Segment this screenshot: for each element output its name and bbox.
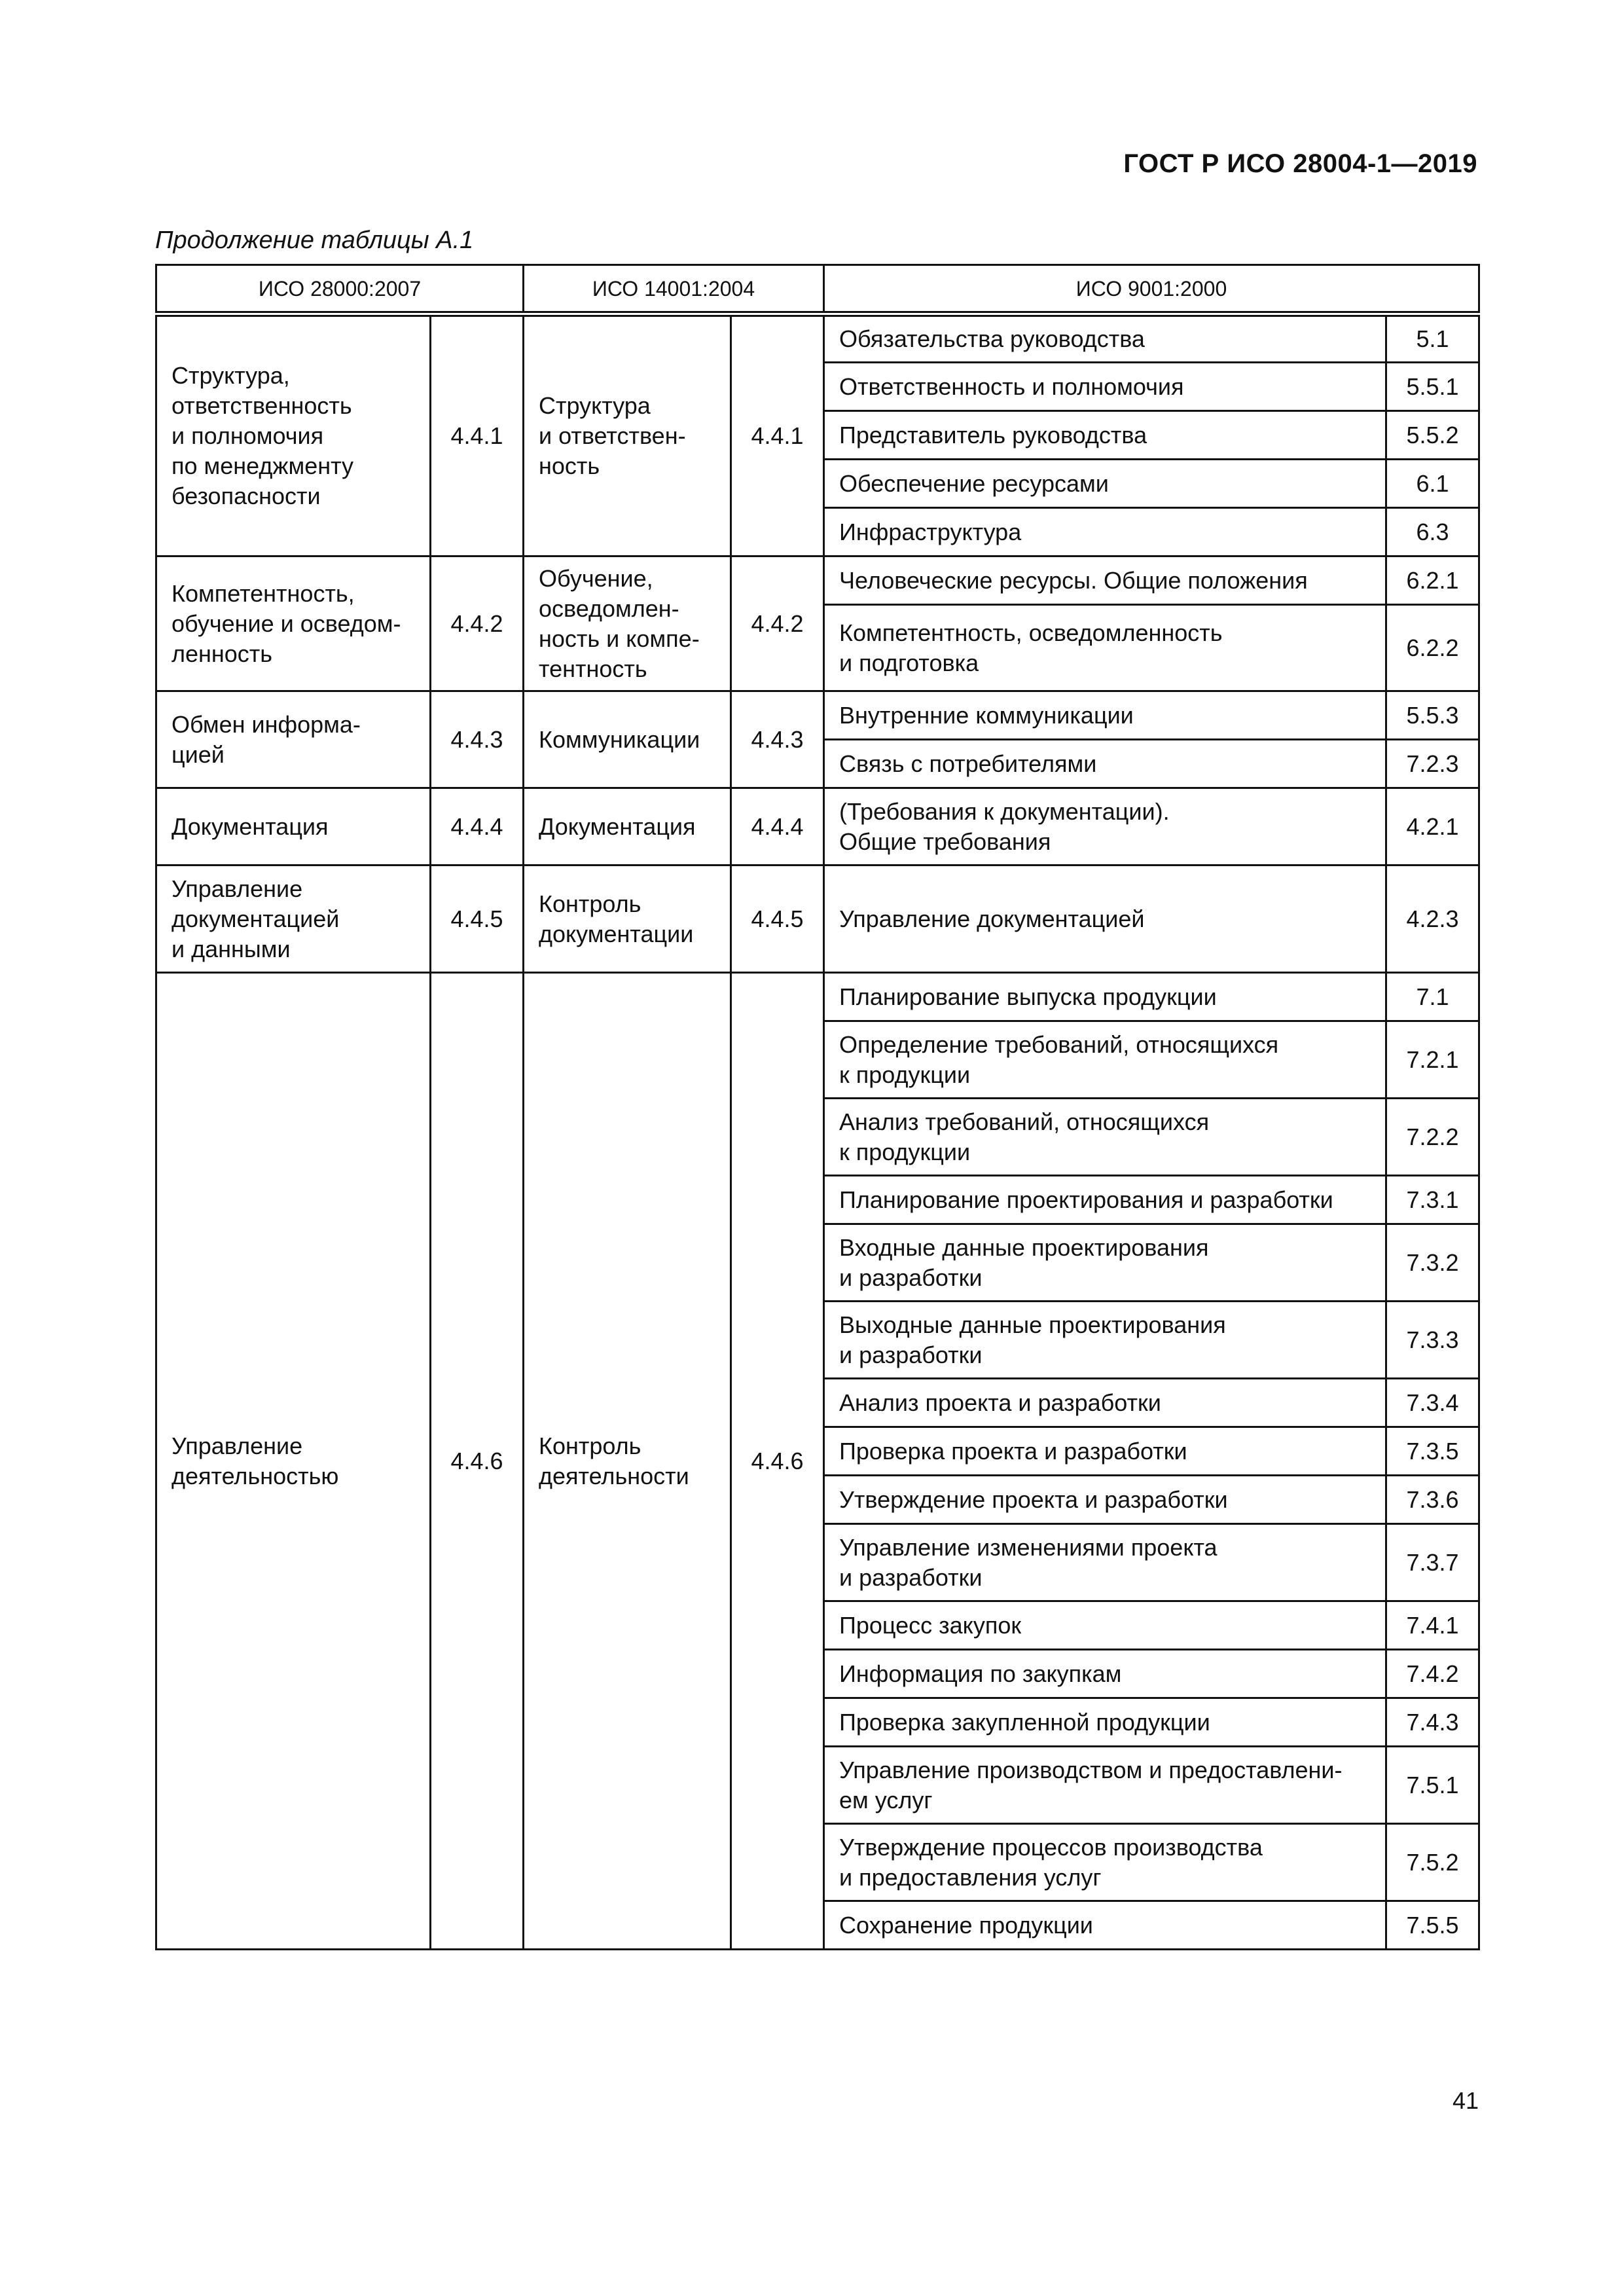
iso9001-clause-cell: 6.2.2 bbox=[1386, 605, 1479, 691]
iso28000-name-cell: Управление документацией и данными bbox=[156, 866, 431, 973]
iso14001-clause-cell: 4.4.4 bbox=[731, 788, 824, 866]
iso9001-clause-cell: 7.3.6 bbox=[1386, 1476, 1479, 1524]
iso9001-clause-cell: 7.5.2 bbox=[1386, 1824, 1479, 1901]
iso9001-clause-cell: 6.2.1 bbox=[1386, 556, 1479, 605]
iso9001-clause-cell: 7.4.3 bbox=[1386, 1698, 1479, 1747]
iso9001-requirement-cell: Ответственность и полномочия bbox=[824, 363, 1386, 411]
column-header-iso14001: ИСО 14001:2004 bbox=[524, 265, 824, 314]
table-body bbox=[156, 314, 1479, 1950]
iso14001-name-cell: Обучение, осведомлен- ность и компе- тентность bbox=[524, 556, 731, 691]
iso9001-clause-cell: 7.3.3 bbox=[1386, 1302, 1479, 1379]
iso14001-name-cell: Структура и ответствен- ность bbox=[524, 314, 731, 556]
iso14001-clause-cell: 4.4.3 bbox=[731, 691, 824, 788]
iso14001-clause-cell: 4.4.2 bbox=[731, 556, 824, 691]
iso9001-clause-cell: 7.3.2 bbox=[1386, 1224, 1479, 1302]
iso14001-name-cell: Контроль деятельности bbox=[524, 973, 731, 1950]
iso9001-requirement-cell: Инфраструктура bbox=[824, 508, 1386, 556]
iso9001-clause-cell: 5.5.3 bbox=[1386, 691, 1479, 740]
iso28000-clause-cell: 4.4.1 bbox=[431, 314, 524, 556]
iso28000-clause-cell: 4.4.3 bbox=[431, 691, 524, 788]
iso28000-clause-cell: 4.4.4 bbox=[431, 788, 524, 866]
iso9001-requirement-cell: Проверка проекта и разработки bbox=[824, 1427, 1386, 1476]
iso9001-clause-cell: 6.3 bbox=[1386, 508, 1479, 556]
iso9001-requirement-cell: Обязательства руководства bbox=[824, 314, 1386, 363]
document-code: ГОСТ Р ИСО 28004-1—2019 bbox=[1123, 149, 1477, 178]
iso9001-requirement-cell: Управление документацией bbox=[824, 866, 1386, 973]
iso9001-clause-cell: 6.1 bbox=[1386, 460, 1479, 508]
iso14001-clause-cell: 4.4.6 bbox=[731, 973, 824, 1950]
iso9001-clause-cell: 7.5.1 bbox=[1386, 1747, 1479, 1824]
iso9001-clause-cell: 7.3.4 bbox=[1386, 1379, 1479, 1427]
iso9001-clause-cell: 4.2.3 bbox=[1386, 866, 1479, 973]
iso9001-clause-cell: 7.2.3 bbox=[1386, 740, 1479, 788]
iso9001-clause-cell: 4.2.1 bbox=[1386, 788, 1479, 866]
iso9001-requirement-cell: Обеспечение ресурсами bbox=[824, 460, 1386, 508]
page-number: 41 bbox=[1452, 2087, 1479, 2114]
iso9001-clause-cell: 5.5.2 bbox=[1386, 411, 1479, 460]
table-header-row bbox=[156, 265, 1479, 314]
iso9001-clause-cell: 5.1 bbox=[1386, 314, 1479, 363]
iso9001-requirement-cell: Утверждение процессов производства и предоставления услуг bbox=[824, 1824, 1386, 1901]
iso9001-requirement-cell: Определение требований, относящихся к продукции bbox=[824, 1021, 1386, 1099]
iso9001-requirement-cell: Управление изменениями проекта и разработки bbox=[824, 1524, 1386, 1601]
iso9001-requirement-cell: Выходные данные проектирования и разработки bbox=[824, 1302, 1386, 1379]
standards-mapping-table bbox=[155, 264, 1480, 1950]
iso9001-clause-cell: 7.1 bbox=[1386, 973, 1479, 1021]
iso28000-name-cell: Обмен информа- цией bbox=[156, 691, 431, 788]
column-header-iso9001: ИСО 9001:2000 bbox=[824, 265, 1479, 314]
iso9001-requirement-cell: Планирование выпуска продукции bbox=[824, 973, 1386, 1021]
table-caption: Продолжение таблицы А.1 bbox=[155, 227, 474, 254]
iso9001-requirement-cell: Входные данные проектирования и разработки bbox=[824, 1224, 1386, 1302]
iso9001-clause-cell: 7.3.7 bbox=[1386, 1524, 1479, 1601]
iso9001-requirement-cell: Человеческие ресурсы. Общие положения bbox=[824, 556, 1386, 605]
iso28000-clause-cell: 4.4.5 bbox=[431, 866, 524, 973]
iso9001-requirement-cell: Сохранение продукции bbox=[824, 1901, 1386, 1950]
iso9001-clause-cell: 7.3.1 bbox=[1386, 1176, 1479, 1224]
table-row bbox=[156, 314, 1479, 363]
iso14001-name-cell: Коммуникации bbox=[524, 691, 731, 788]
iso9001-requirement-cell: Информация по закупкам bbox=[824, 1650, 1386, 1698]
iso9001-clause-cell: 7.3.5 bbox=[1386, 1427, 1479, 1476]
iso9001-clause-cell: 7.2.2 bbox=[1386, 1099, 1479, 1176]
iso9001-requirement-cell: (Требования к документации). Общие требования bbox=[824, 788, 1386, 866]
column-header-iso28000: ИСО 28000:2007 bbox=[156, 265, 524, 314]
iso14001-name-cell: Документация bbox=[524, 788, 731, 866]
iso9001-clause-cell: 7.5.5 bbox=[1386, 1901, 1479, 1950]
iso9001-clause-cell: 5.5.1 bbox=[1386, 363, 1479, 411]
iso28000-name-cell: Документация bbox=[156, 788, 431, 866]
iso9001-requirement-cell: Процесс закупок bbox=[824, 1601, 1386, 1650]
iso28000-clause-cell: 4.4.2 bbox=[431, 556, 524, 691]
table-row bbox=[156, 866, 1479, 973]
iso14001-clause-cell: 4.4.1 bbox=[731, 314, 824, 556]
iso28000-clause-cell: 4.4.6 bbox=[431, 973, 524, 1950]
iso9001-clause-cell: 7.2.1 bbox=[1386, 1021, 1479, 1099]
iso28000-name-cell: Структура, ответственность и полномочия по менеджменту безопасности bbox=[156, 314, 431, 556]
table-row bbox=[156, 556, 1479, 605]
iso9001-requirement-cell: Компетентность, осведомленность и подготовка bbox=[824, 605, 1386, 691]
iso9001-requirement-cell: Внутренние коммуникации bbox=[824, 691, 1386, 740]
iso9001-requirement-cell: Утверждение проекта и разработки bbox=[824, 1476, 1386, 1524]
iso14001-clause-cell: 4.4.5 bbox=[731, 866, 824, 973]
iso9001-requirement-cell: Представитель руководства bbox=[824, 411, 1386, 460]
iso14001-name-cell: Контроль документации bbox=[524, 866, 731, 973]
table-row bbox=[156, 973, 1479, 1021]
table-row bbox=[156, 691, 1479, 740]
iso9001-requirement-cell: Проверка закупленной продукции bbox=[824, 1698, 1386, 1747]
iso9001-requirement-cell: Связь с потребителями bbox=[824, 740, 1386, 788]
iso28000-name-cell: Компетентность, обучение и осведом- ленность bbox=[156, 556, 431, 691]
iso9001-requirement-cell: Анализ требований, относящихся к продукции bbox=[824, 1099, 1386, 1176]
iso9001-clause-cell: 7.4.2 bbox=[1386, 1650, 1479, 1698]
iso28000-name-cell: Управление деятельностью bbox=[156, 973, 431, 1950]
iso9001-clause-cell: 7.4.1 bbox=[1386, 1601, 1479, 1650]
iso9001-requirement-cell: Планирование проектирования и разработки bbox=[824, 1176, 1386, 1224]
iso9001-requirement-cell: Управление производством и предоставлени- ем услуг bbox=[824, 1747, 1386, 1824]
table-row bbox=[156, 788, 1479, 866]
iso9001-requirement-cell: Анализ проекта и разработки bbox=[824, 1379, 1386, 1427]
